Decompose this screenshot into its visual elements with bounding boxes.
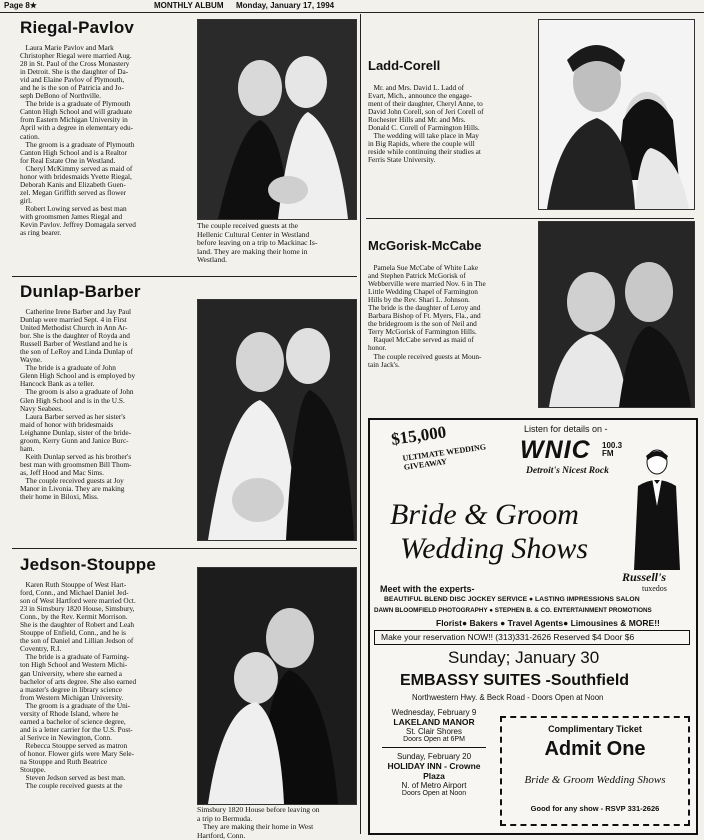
photo-dunlap-couple bbox=[197, 299, 357, 541]
article-title-dunlap: Dunlap-Barber bbox=[20, 282, 141, 301]
article-title-ladd: Ladd-Corell bbox=[368, 58, 441, 73]
ad-prize-sub: ULTIMATE WEDDING GIVEAWAY bbox=[402, 442, 487, 472]
photo-caption-jedson: Simsbury 1820 House before leaving on a trip to Bermuda. They are making their home in West Hartford, Conn. bbox=[197, 805, 320, 840]
ad-meet: Meet with the experts- bbox=[380, 584, 475, 594]
ad-sponsor: Russell's bbox=[622, 570, 667, 584]
ad-reserve-box bbox=[374, 630, 690, 645]
ad-ev1-doors: Doors Open at 6PM bbox=[403, 736, 465, 743]
article-title-riegal: Riegal-Pavlov bbox=[20, 18, 135, 37]
issue-date: Monday, January 17, 1994 bbox=[236, 1, 335, 10]
ad-ev2-date: Sunday, February 20 bbox=[396, 752, 472, 761]
ad-experts-line-1: BEAUTIFUL BLEND DISC JOCKEY SERVICE ● LASTING IMPRESSIONS SALON bbox=[384, 596, 640, 603]
photo-caption-riegal: The couple received guests at the Hellenic Cultural Center in Westland before leaving on a trip to Mackinac Is- land. They are making their home in Westland. bbox=[197, 221, 318, 265]
page-header bbox=[0, 0, 704, 13]
ad-sponsor-sub: tuxedos bbox=[642, 584, 667, 593]
bridal-show-ad bbox=[368, 418, 698, 835]
ad-ev2-doors: Doors Open at Noon bbox=[401, 790, 467, 797]
ad-ev2-loc: N. of Metro Airport bbox=[401, 781, 467, 790]
ad-main-date: Sunday; January 30 bbox=[448, 648, 600, 667]
photo-riegal-couple bbox=[197, 19, 357, 220]
page-number: Page 8★ bbox=[4, 1, 37, 10]
article-title-mcgorisk: McGorisk-McCabe bbox=[368, 238, 482, 253]
article-body-mcgorisk: Pamela Sue McCabe of White Lake and Stephen Patrick McGorisk of Webberville were married Nov. 6 in The Little Wedding Chapel of Farmington Hills by the Rev. Shari L. Johnson. The bride is the daughter of Leroy and Barbara Bishop of Ft. Myers, Fla., and the bridegroom is the son of Neil and Terry McGorisk of Farmington Hills. Raquel McCabe served as maid of honor. The couple received guests at Moun- tain Jack's. bbox=[368, 263, 486, 369]
photo-jedson-couple bbox=[197, 567, 357, 805]
complimentary-ticket bbox=[500, 716, 690, 826]
photo-ladd-couple bbox=[538, 19, 695, 210]
article-body-ladd: Mr. and Mrs. David L. Ladd of Evart, Mich., announce the engage- ment of their daughter, Cheryl Anne, to David John Corell, son of Jeri Corell of Rochester Hills and Mr. and Mrs. Donald C. Corell of Farmington Hills. The wedding will take place in May in Big Rapids, where the couple will reside while continuing their studies at Ferris State University. bbox=[368, 83, 484, 165]
section-title: MONTHLY ALBUM bbox=[154, 1, 224, 10]
ticket-admit: Admit One bbox=[544, 738, 646, 760]
ad-ev1-place: LAKELAND MANOR bbox=[393, 717, 475, 727]
ad-other-dates bbox=[376, 708, 492, 826]
ad-station-freq: 100.3 FM bbox=[602, 441, 623, 458]
ad-main-venue: EMBASSY SUITES -Southfield bbox=[400, 672, 630, 689]
ad-ev1-date: Wednesday, February 9 bbox=[391, 708, 477, 717]
ad-experts-line-3: Florist● Bakers ● Travel Agents● Limousines & MORE!! bbox=[436, 618, 660, 628]
ticket-script: Bride & Groom Wedding Shows bbox=[524, 774, 666, 786]
ad-experts-line-2: DAWN BLOOMFIELD PHOTOGRAPHY ● STEPHEN B. & CO. ENTERTAINMENT PROMOTIONS bbox=[374, 607, 652, 614]
ad-main-venue-sub: Northwestern Hwy. & Beck Road - Doors Open at Noon bbox=[412, 693, 604, 702]
section-divider bbox=[12, 548, 357, 549]
ad-prize: $15,000 bbox=[390, 422, 448, 449]
tuxedo-illustration bbox=[624, 446, 690, 570]
ticket-heading: Complimentary Ticket bbox=[548, 724, 642, 734]
ad-show-title-1: Bride & Groom bbox=[390, 498, 579, 531]
article-title-jedson: Jedson-Stouppe bbox=[20, 555, 156, 574]
ticket-footer: Good for any show - RSVP 331-2626 bbox=[530, 804, 660, 813]
ad-station-logo: WNIC bbox=[520, 436, 591, 464]
section-divider bbox=[366, 218, 694, 219]
ad-listen: Listen for details on - bbox=[524, 424, 608, 434]
divider bbox=[382, 747, 486, 748]
ad-reserve: Make your reservation NOW!! (313)331-2626 Reserved $4 Door $6 bbox=[381, 632, 635, 642]
ad-ev2-place: HOLIDAY INN - Crowne Plaza bbox=[387, 761, 481, 781]
section-divider bbox=[12, 276, 357, 277]
ad-slogan: Detroit's Nicest Rock bbox=[526, 466, 609, 476]
ad-ev1-loc: St. Clair Shores bbox=[405, 727, 463, 736]
article-body-riegal: Laura Marie Pavlov and Mark Christopher Riegal were married Aug. 28 in St. Paul of the Cross Monastery in Detroit. She is the daughter of Da- vid and Elaine Pavlov of Plymouth, and he is the son of Patricia and Jo- seph DeBono of Northville. The bride is a graduate of Plymouth Canton High School and will graduate from Eastern Michigan University in April with a degree in elementary edu- cation. The groom is a graduate of Plymouth Canton High School and is a Realtor for Real Estate One in Westland. Cheryl McKimmy served as maid of honor with bridesmaids Yvette Riegal, Deborah Kanis and Elizabeth Guen- zel. Megan Griffith served as flower girl. Robert Lowing served as best man with groomsmen James Riegal and Kevin Pavlov. Jeffrey Domagala served as ring bearer. bbox=[20, 43, 136, 238]
article-body-dunlap: Catherine Irene Barber and Jay Paul Dunlap were married Sept. 4 in First United Methodist Church in Ann Ar- bor. She is the daughter of Royda and Russell Barber of Westland and he is the son of LeRoy and Linda Dunlap of Wayne. The bride is a graduate of John Glenn High School and is employed by Hancock Bank as a teller. The groom is also a graduate of John Glen High School and is in the U.S. Navy Seabees. Laura Barber served as her sister's maid of honor with bridesmaids Leighanne Dunlap, sister of the bride- groom, Kerry Gunn and Janice Burc- ham. Keith Dunlap served as his brother's best man with groomsmen Bill Thom- as, Jeff Hood and Mac Sims. The couple received guests at Joy Manor in Livonia. They are making their home in Biloxi, Miss. bbox=[20, 307, 136, 502]
article-body-jedson: Karen Ruth Stouppe of West Hart- ford, Conn., and Michael Daniel Jed- son of West Hartford were married Oct. 23 in Simsbury 1820 House, Simsbury, Conn., by the Rev. Kermit Morrison. She is the daughter of Robert and Leah Stouppe of Enfield, Conn., and he is the son of Daniel and Lillian Jedson of Coventry, R.I. The bride is a graduate of Farming- ton High School and Western Michi- gan University, where she earned a bachelor of arts degree. She also earned a master's degree in library science from Western Michigan University. The groom is a graduate of the Uni- versity of Rhode Island, where he earned a bachelor of science degree, and is a letter carrier for the U.S. Post- al Serivce in Newington, Conn. Rebecca Stouppe served as matron of honor. Flower girls were Mary Sele- na Stouppe and Ruth Beatrice Stouppe. Steven Jedson served as best man. The couple received guests at the bbox=[20, 580, 137, 791]
column-divider bbox=[360, 14, 361, 834]
ad-show-title-2: Wedding Shows bbox=[400, 532, 589, 565]
photo-mcgorisk-couple bbox=[538, 221, 695, 408]
